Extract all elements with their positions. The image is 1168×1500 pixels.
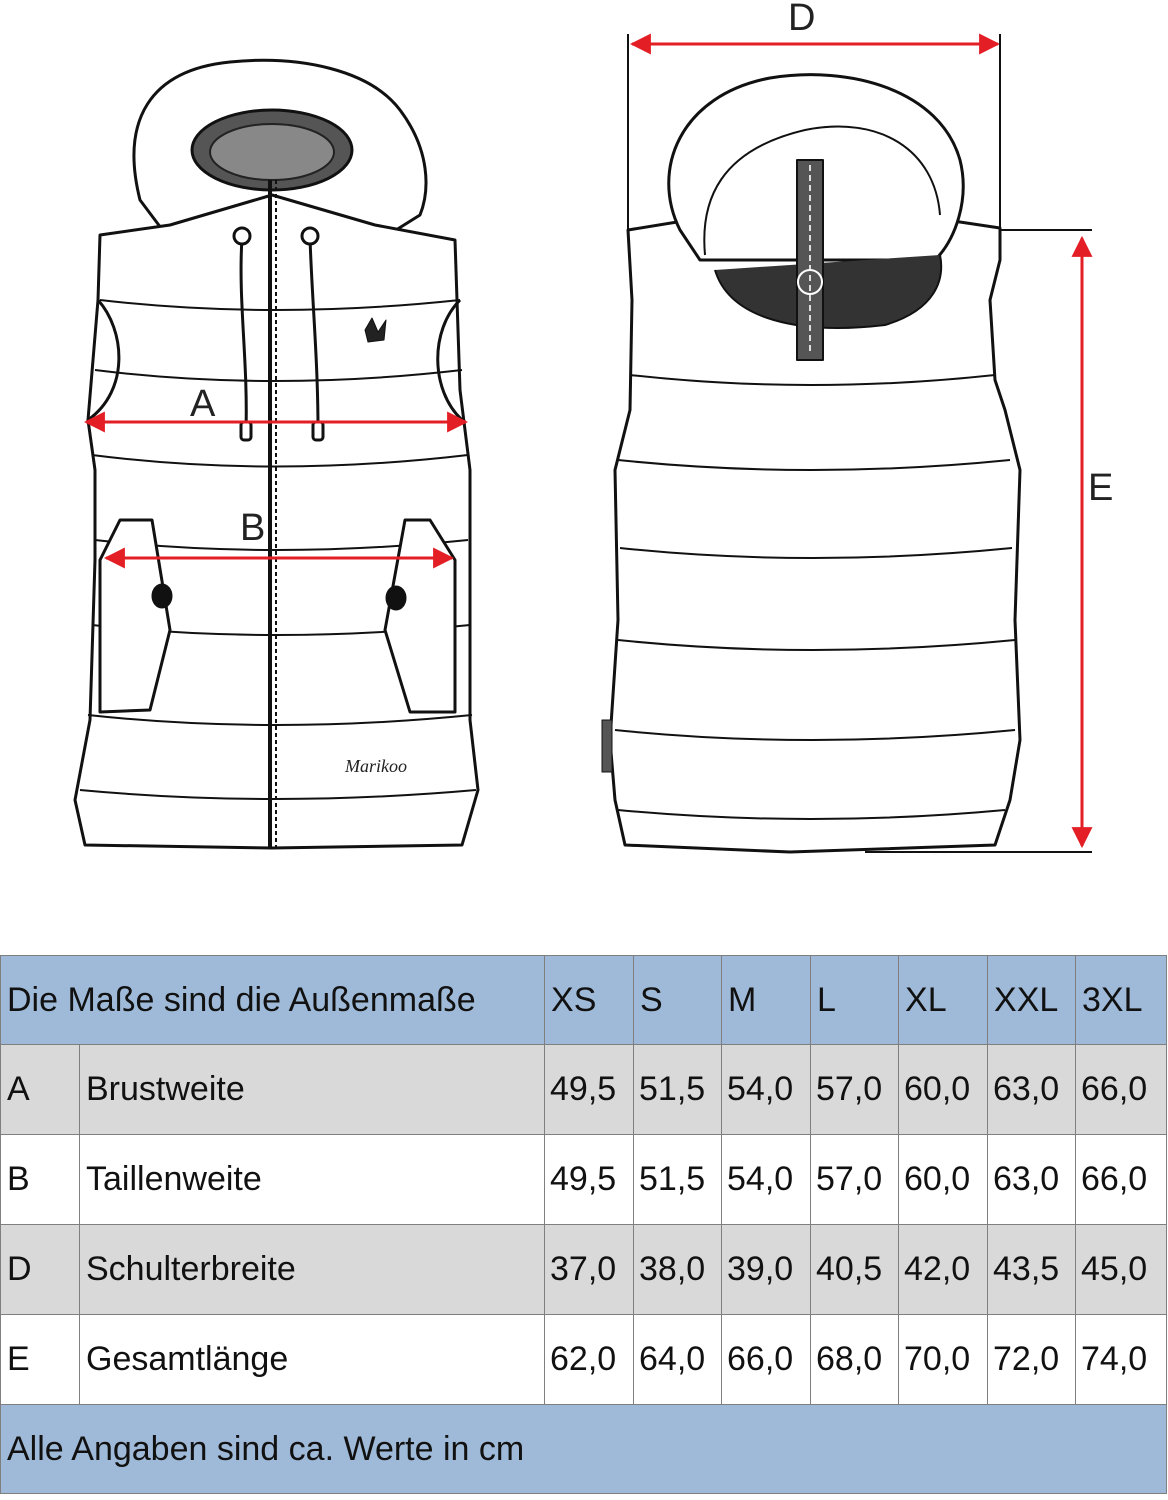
table-cell: 51,5 bbox=[634, 1135, 722, 1225]
size-column-xl: XL bbox=[899, 956, 988, 1045]
table-cell: 66,0 bbox=[722, 1315, 811, 1405]
size-header-row bbox=[1, 956, 1167, 1045]
table-cell: 66,0 bbox=[1076, 1135, 1167, 1225]
table-cell: 60,0 bbox=[899, 1135, 988, 1225]
size-column-xs: XS bbox=[545, 956, 634, 1045]
table-cell: 74,0 bbox=[1076, 1315, 1167, 1405]
table-row bbox=[1, 1315, 1167, 1405]
table-cell: 62,0 bbox=[545, 1315, 634, 1405]
dimension-label-b: B bbox=[240, 507, 266, 549]
measurement-name: Gesamtlänge bbox=[80, 1315, 545, 1405]
table-cell: 45,0 bbox=[1076, 1225, 1167, 1315]
table-cell: 63,0 bbox=[988, 1135, 1076, 1225]
table-cell: 57,0 bbox=[811, 1045, 899, 1135]
table-cell: 37,0 bbox=[545, 1225, 634, 1315]
table-cell: 66,0 bbox=[1076, 1045, 1167, 1135]
dimension-label-d: D bbox=[788, 0, 816, 39]
table-row bbox=[1, 1135, 1167, 1225]
table-cell: 40,5 bbox=[811, 1225, 899, 1315]
vest-back-view bbox=[602, 75, 1020, 852]
table-cell: 68,0 bbox=[811, 1315, 899, 1405]
table-footer-note: Alle Angaben sind ca. Werte in cm bbox=[1, 1405, 1167, 1494]
table-cell: 72,0 bbox=[988, 1315, 1076, 1405]
dimension-label-a: A bbox=[190, 383, 216, 425]
table-cell: 38,0 bbox=[634, 1225, 722, 1315]
brand-logo-text: Marikoo bbox=[345, 756, 407, 776]
size-chart-table bbox=[0, 955, 1167, 1494]
table-cell: 64,0 bbox=[634, 1315, 722, 1405]
table-cell: 51,5 bbox=[634, 1045, 722, 1135]
measurement-name: Brustweite bbox=[80, 1045, 545, 1135]
table-cell: 49,5 bbox=[545, 1045, 634, 1135]
size-column-s: S bbox=[634, 956, 722, 1045]
table-cell: 49,5 bbox=[545, 1135, 634, 1225]
vest-front-view bbox=[75, 60, 478, 848]
table-cell: 42,0 bbox=[899, 1225, 988, 1315]
size-column-m: M bbox=[722, 956, 811, 1045]
size-column-3xl: 3XL bbox=[1076, 956, 1167, 1045]
table-cell: 54,0 bbox=[722, 1135, 811, 1225]
table-row bbox=[1, 1045, 1167, 1135]
table-cell: 43,5 bbox=[988, 1225, 1076, 1315]
table-cell: 70,0 bbox=[899, 1315, 988, 1405]
table-cell: 39,0 bbox=[722, 1225, 811, 1315]
measurement-code: E bbox=[1, 1315, 80, 1405]
size-column-xxl: XXL bbox=[988, 956, 1076, 1045]
measurement-code: B bbox=[1, 1135, 80, 1225]
table-cell: 63,0 bbox=[988, 1045, 1076, 1135]
table-row bbox=[1, 1225, 1167, 1315]
size-column-l: L bbox=[811, 956, 899, 1045]
table-cell: 60,0 bbox=[899, 1045, 988, 1135]
table-header-title: Die Maße sind die Außenmaße bbox=[1, 956, 545, 1045]
table-cell: 57,0 bbox=[811, 1135, 899, 1225]
measurement-code: D bbox=[1, 1225, 80, 1315]
measurement-code: A bbox=[1, 1045, 80, 1135]
measurement-name: Taillenweite bbox=[80, 1135, 545, 1225]
measurement-name: Schulterbreite bbox=[80, 1225, 545, 1315]
dimension-label-e: E bbox=[1088, 467, 1114, 509]
table-footer-row bbox=[1, 1405, 1167, 1494]
table-cell: 54,0 bbox=[722, 1045, 811, 1135]
